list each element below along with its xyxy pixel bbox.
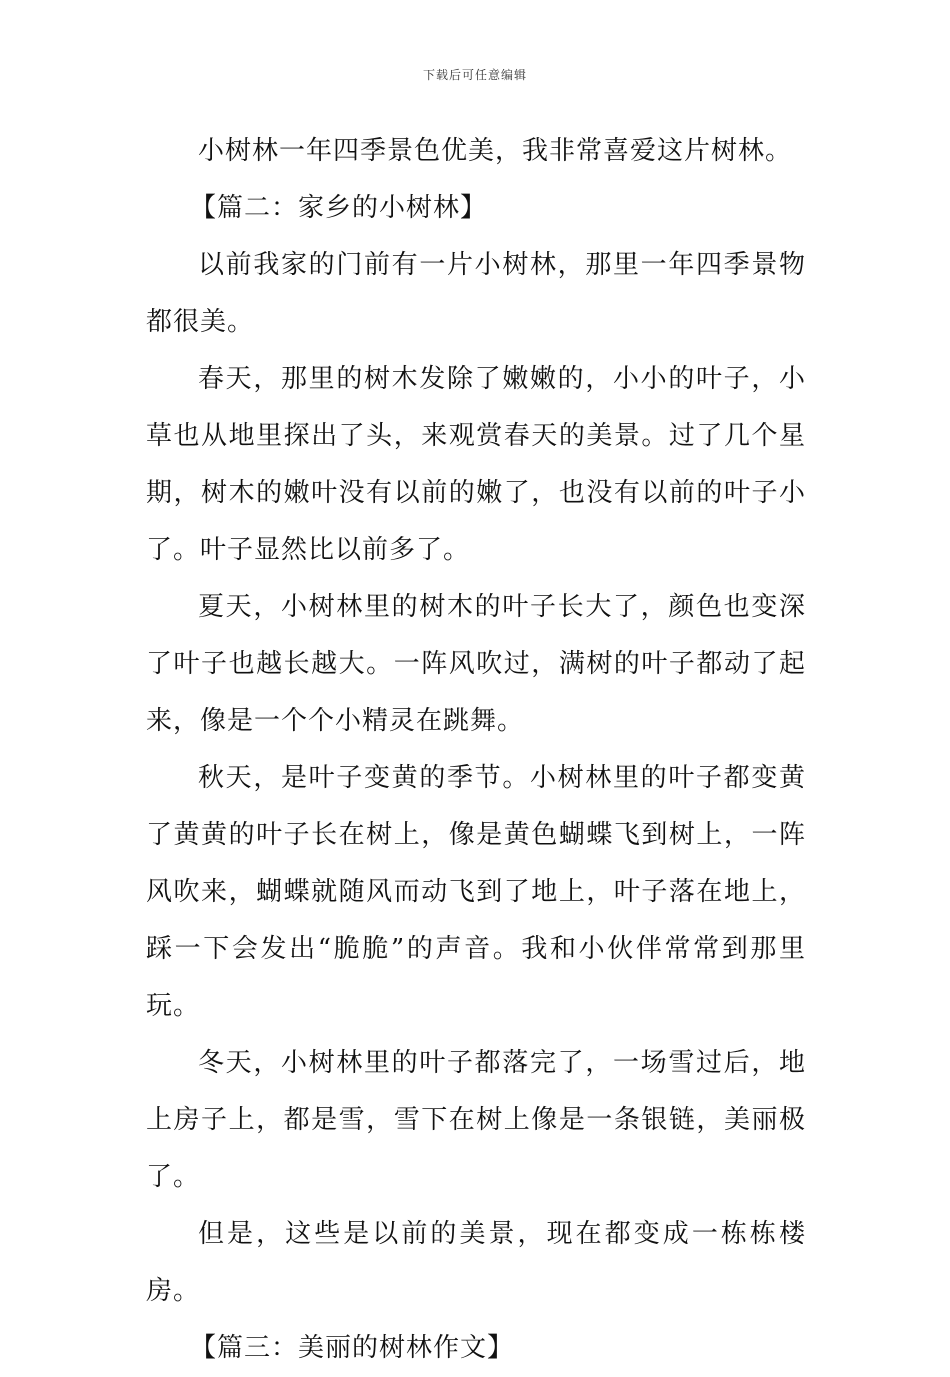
paragraph-spring: 春天，那里的树木发除了嫩嫩的，小小的叶子，小草也从地里探出了头，来观赏春天的美景。过了几个星期，树木的嫩叶没有以前的嫩了，也没有以前的叶子小了。叶子显然比以前多了。 <box>146 364 806 565</box>
document-body <box>146 123 806 1377</box>
section-heading-part-two: 【篇二：家乡的小树林】 <box>190 193 488 223</box>
paragraph-intro-closing: 小树林一年四季景色优美，我非常喜爱这片树林。 <box>198 136 793 166</box>
paragraph-summer: 夏天，小树林里的树木的叶子长大了，颜色也变深了叶子也越长越大。一阵风吹过，满树的叶子都动了起来，像是一个个小精灵在跳舞。 <box>146 592 806 736</box>
paragraph-conclusion: 但是，这些是以前的美景，现在都变成一栋栋楼房。 <box>146 1219 806 1306</box>
paragraph-winter: 冬天，小树林里的叶子都落完了，一场雪过后，地上房子上，都是雪，雪下在树上像是一条银链，美丽极了。 <box>146 1048 806 1192</box>
paragraph-autumn: 秋天，是叶子变黄的季节。小树林里的叶子都变黄了黄黄的叶子长在树上，像是黄色蝴蝶飞到树上，一阵风吹来，蝴蝶就随风而动飞到了地上，叶子落在地上，踩一下会发出“脆脆”的声音。我和小伙伴常常到那里玩。 <box>146 763 806 1021</box>
page-header-note: 下载后可任意编辑 <box>422 68 527 82</box>
paragraph-hometown-grove: 以前我家的门前有一片小树林，那里一年四季景物都很美。 <box>146 250 806 337</box>
section-heading-part-three: 【篇三：美丽的树林作文】 <box>190 1333 515 1363</box>
